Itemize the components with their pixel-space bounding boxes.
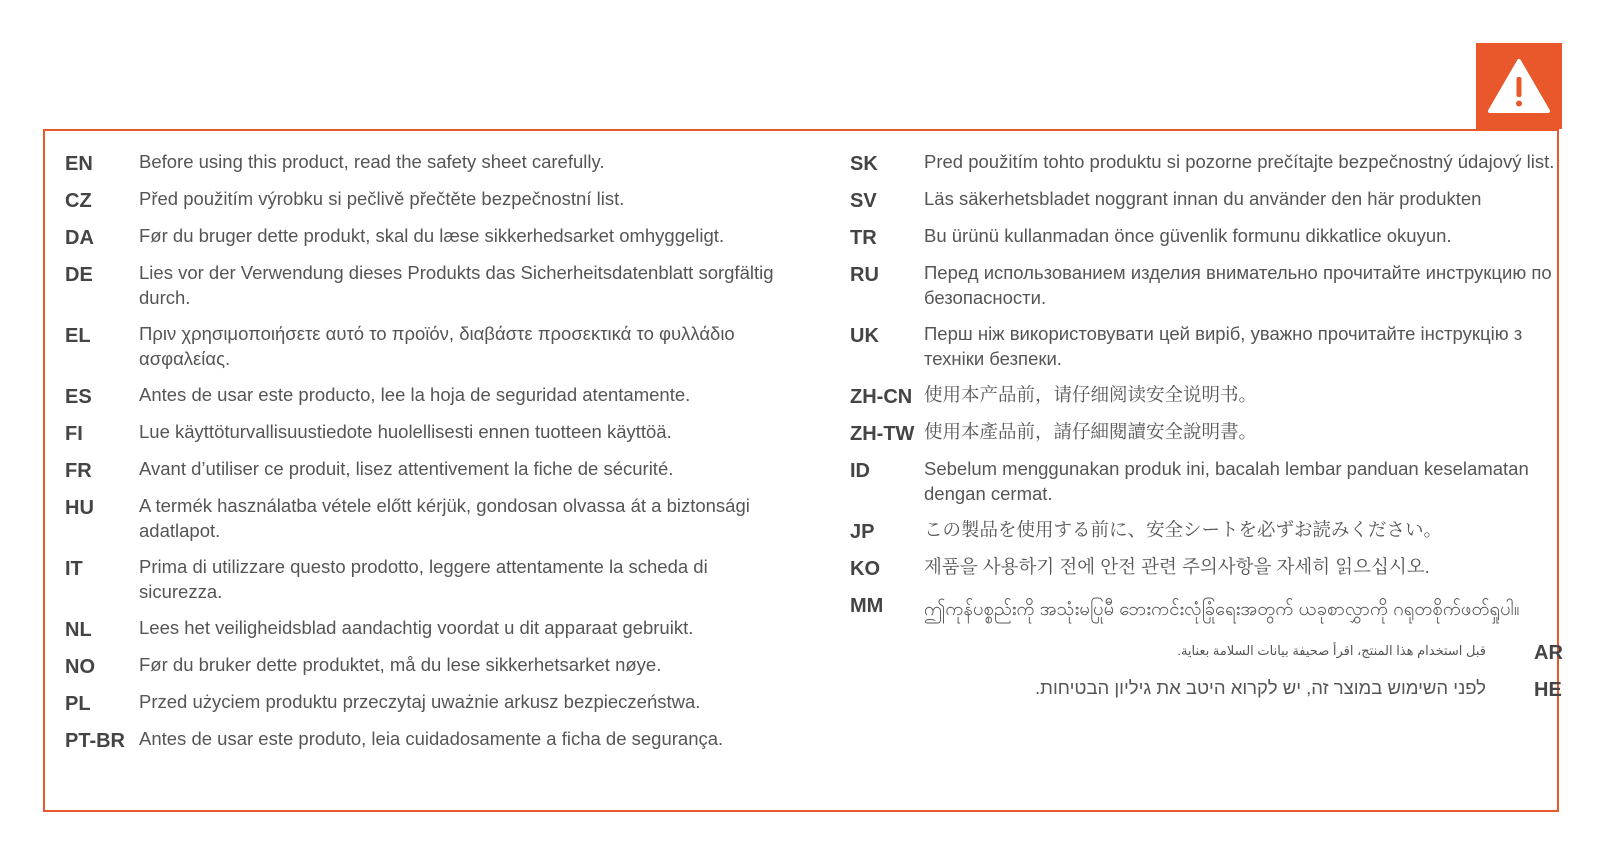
safety-text: Lies vor der Verwendung dieses Produkts das Sicherheitsdatenblatt sorgfältig durch. <box>139 262 774 308</box>
language-code: DE <box>65 264 93 286</box>
safety-notice-frame <box>43 129 1563 812</box>
right-language-column <box>850 149 1580 712</box>
left-language-column <box>65 149 795 763</box>
language-row-cz <box>65 186 795 212</box>
language-code: EN <box>65 153 93 175</box>
language-code: ID <box>850 460 870 482</box>
language-code: IT <box>65 558 83 580</box>
language-code: HU <box>65 497 94 519</box>
safety-text: A termék használatba vétele előtt kérjük, gondosan olvassa át a biztonsági adatlapot. <box>139 495 750 541</box>
safety-text: Перш ніж використовувати цей виріб, уважно прочитайте інструкцію з техніки безпеки. <box>924 323 1523 369</box>
safety-text: לפני השימוש במוצר זה, יש לקרוא היטב את גיליון הבטיחות. <box>1035 677 1486 698</box>
language-row-pl <box>65 689 795 715</box>
language-row-ru <box>850 260 1580 310</box>
language-code: MM <box>850 595 884 617</box>
language-row-el <box>65 321 795 371</box>
language-row-sv <box>850 186 1580 212</box>
warning-tab <box>1476 43 1562 129</box>
language-code: EL <box>65 325 91 347</box>
language-row-tr <box>850 223 1580 249</box>
language-code: JP <box>850 521 875 543</box>
language-code: CZ <box>65 190 92 212</box>
language-row-da <box>65 223 795 249</box>
language-code: FR <box>65 460 92 482</box>
safety-text: Πριν χρησιμοποιήσετε αυτό το προϊόν, διαβάστε προσεκτικά το φυλλάδιο ασφαλείας. <box>139 323 735 369</box>
language-row-nl <box>65 615 795 641</box>
language-code: PL <box>65 693 91 715</box>
language-row-uk <box>850 321 1580 371</box>
safety-text: Bu ürünü kullanmadan önce güvenlik formunu dikkatlice okuyun. <box>924 225 1452 246</box>
language-row-jp <box>850 517 1580 543</box>
safety-text: Před použitím výrobku si pečlivě přečtěte bezpečnostní list. <box>139 188 625 209</box>
safety-text: 제품을 사용하기 전에 안전 관련 주의사항을 자세히 읽으십시오. <box>924 556 1430 577</box>
warning-triangle-icon <box>1486 55 1552 117</box>
language-row-no <box>65 652 795 678</box>
safety-text: قبل استخدام هذا المنتج، اقرأ صحيفة بيانات السلامة بعناية. <box>1177 643 1486 658</box>
safety-text: Pred použitím tohto produktu si pozorne prečítajte bezpečnostný údajový list. <box>924 151 1555 172</box>
language-code: KO <box>850 558 880 580</box>
language-row-zh-cn <box>850 382 1580 408</box>
language-code: ZH-TW <box>850 423 915 445</box>
language-row-mm <box>850 591 1580 627</box>
language-code: UK <box>850 325 879 347</box>
safety-text: Przed użyciem produktu przeczytaj uważnie arkusz bezpieczeństwa. <box>139 691 701 712</box>
safety-text: この製品を使用する前に、安全シートを必ずお読みください。 <box>924 519 1443 540</box>
language-row-fi <box>65 419 795 445</box>
safety-text: Sebelum menggunakan produk ini, bacalah lembar panduan keselamatan dengan cermat. <box>924 458 1529 504</box>
safety-text: 使用本产品前，请仔细阅读安全说明书。 <box>924 384 1258 405</box>
safety-text: Lees het veiligheidsblad aandachtig voordat u dit apparaat gebruikt. <box>139 617 694 638</box>
language-row-he <box>850 675 1580 701</box>
language-row-id <box>850 456 1580 506</box>
language-row-en <box>65 149 795 175</box>
language-code: NO <box>65 656 95 678</box>
language-code: HE <box>1534 679 1562 701</box>
safety-text: Avant d’utiliser ce produit, lisez attentivement la fiche de sécurité. <box>139 458 674 479</box>
language-code: SK <box>850 153 878 175</box>
language-row-ar <box>850 638 1580 664</box>
language-row-pt-br <box>65 726 795 752</box>
language-row-ko <box>850 554 1580 580</box>
safety-text: 使用本產品前，請仔細閱讀安全說明書。 <box>924 421 1258 442</box>
language-code: ZH-CN <box>850 386 913 408</box>
safety-text: Lue käyttöturvallisuustiedote huolellisesti ennen tuotteen käyttöä. <box>139 421 672 442</box>
language-row-zh-tw <box>850 419 1580 445</box>
safety-text: ဤကုန်ပစ္စည်းကို အသုံးမပြုမီ ဘေးကင်းလုံခြုံရေးအတွက် ယခုစာလွှာကို ဂရုတစိုက်ဖတ်ရှုပါ။ <box>924 598 1520 619</box>
language-code: ES <box>65 386 92 408</box>
safety-text: Before using this product, read the safety sheet carefully. <box>139 151 605 172</box>
language-row-de <box>65 260 795 310</box>
safety-text: Før du bruger dette produkt, skal du læse sikkerhedsarket omhyggeligt. <box>139 225 725 246</box>
language-code: SV <box>850 190 877 212</box>
language-row-it <box>65 554 795 604</box>
safety-text: Перед использованием изделия внимательно прочитайте инструкцию по безопасности. <box>924 262 1552 308</box>
language-row-es <box>65 382 795 408</box>
language-row-hu <box>65 493 795 543</box>
language-code: NL <box>65 619 92 641</box>
language-code: FI <box>65 423 83 445</box>
safety-text: Antes de usar este producto, lee la hoja de seguridad atentamente. <box>139 384 691 405</box>
safety-text: Läs säkerhetsbladet noggrant innan du använder den här produkten <box>924 188 1482 209</box>
safety-text: Antes de usar este produto, leia cuidadosamente a ficha de segurança. <box>139 728 724 749</box>
language-code: RU <box>850 264 879 286</box>
language-code: TR <box>850 227 877 249</box>
language-code: DA <box>65 227 94 249</box>
language-row-fr <box>65 456 795 482</box>
language-code: AR <box>1534 642 1563 664</box>
language-row-sk <box>850 149 1580 175</box>
language-code: PT-BR <box>65 730 125 752</box>
safety-text: Før du bruker dette produktet, må du lese sikkerhetsarket nøye. <box>139 654 662 675</box>
safety-text: Prima di utilizzare questo prodotto, leggere attentamente la scheda di sicurezza. <box>139 556 708 602</box>
